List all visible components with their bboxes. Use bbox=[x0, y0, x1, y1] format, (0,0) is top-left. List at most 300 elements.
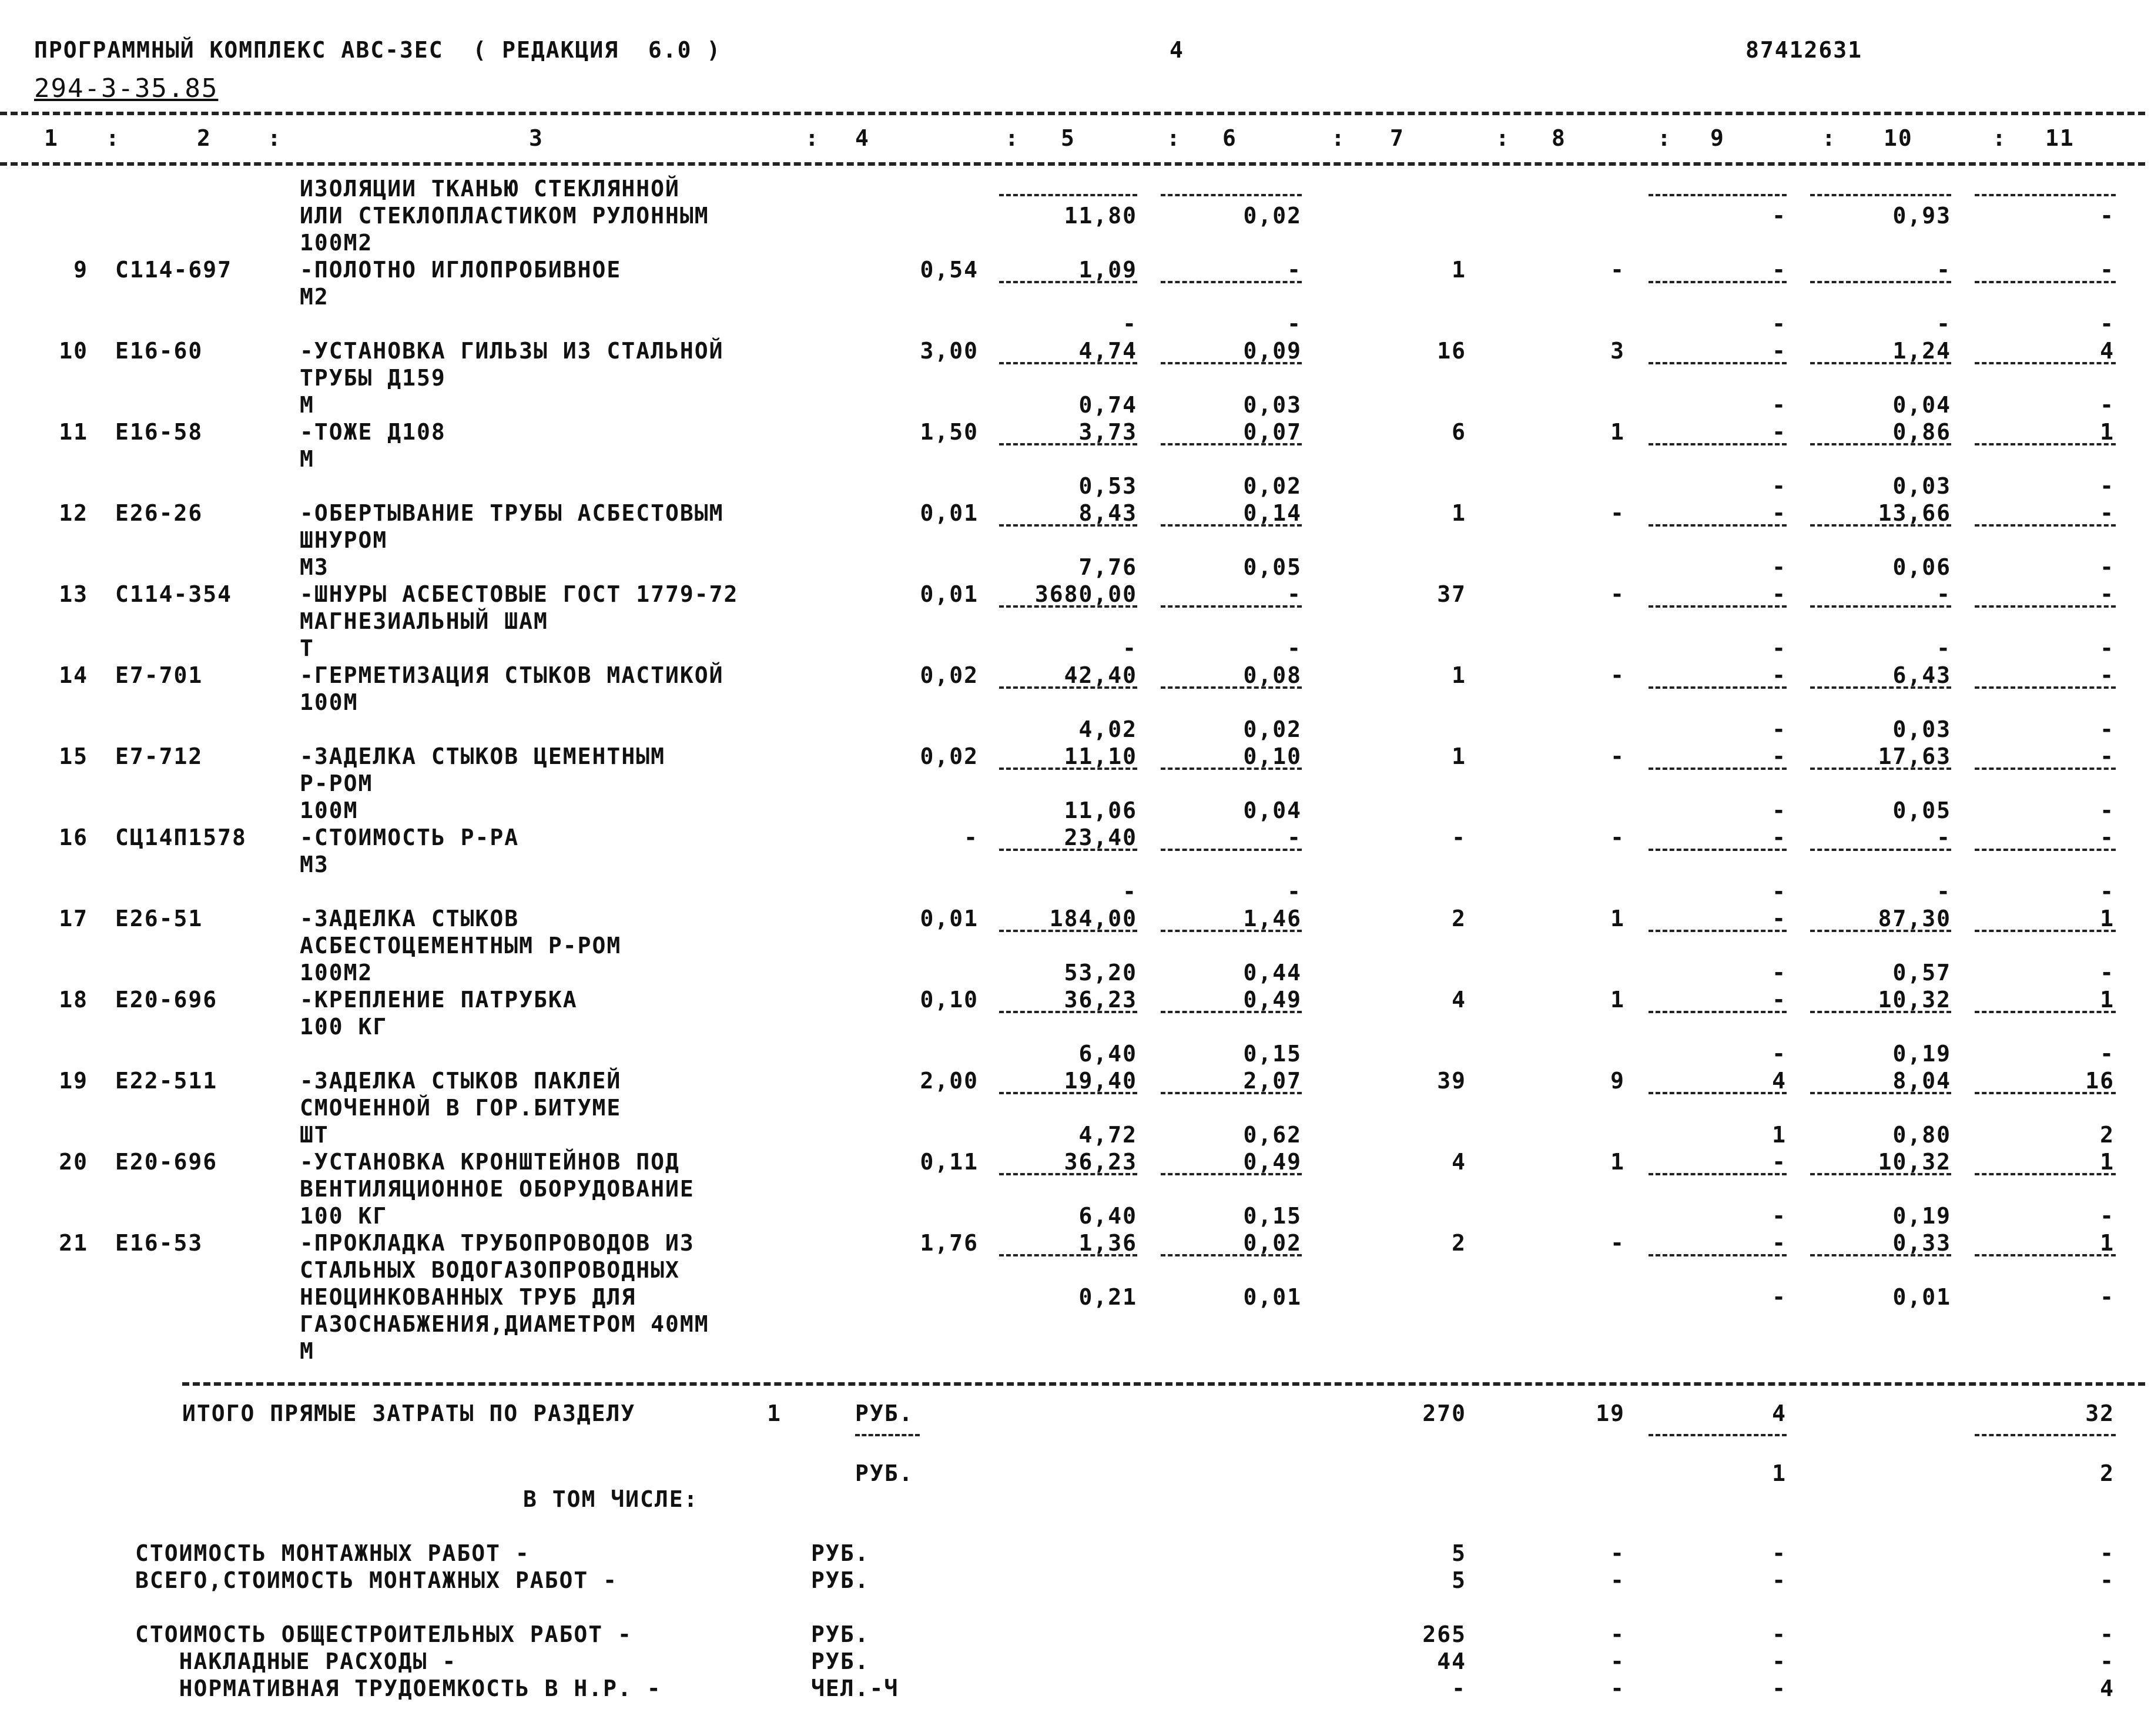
cell-c3: -ОБЕРТЫВАНИЕ ТРУБЫ АСБЕСТОВЫМ bbox=[300, 500, 724, 526]
cell-underline bbox=[1161, 768, 1302, 770]
cell-c3: МАГНЕЗИАЛЬНЫЙ ШАМ bbox=[300, 608, 548, 634]
cell-c1: 12 bbox=[59, 500, 88, 526]
cell-c11: - bbox=[2100, 716, 2115, 742]
summary-c9: - bbox=[1772, 1621, 1787, 1647]
cell-c5: 4,72 bbox=[1078, 1122, 1137, 1148]
cell-c3: АСБЕСТОЦЕМЕНТНЫМ Р-РОМ bbox=[300, 933, 622, 959]
summary-c11: - bbox=[2100, 1648, 2115, 1674]
cell-c3: М bbox=[300, 446, 314, 472]
cell-c6: 0,14 bbox=[1243, 500, 1302, 526]
cell-c10: - bbox=[1936, 257, 1951, 283]
cell-c8: 9 bbox=[1610, 1068, 1625, 1094]
cell-c3: ИЛИ СТЕКЛОПЛАСТИКОМ РУЛОННЫМ bbox=[300, 203, 709, 229]
cell-underline bbox=[999, 1254, 1137, 1256]
cell-c10: 0,57 bbox=[1892, 960, 1951, 986]
summary-c9: - bbox=[1772, 1540, 1787, 1566]
cell-underline bbox=[1810, 1092, 1951, 1094]
column-separator: : bbox=[1331, 125, 1346, 151]
column-number: 3 bbox=[529, 125, 544, 151]
cell-c3: -УСТАНОВКА КРОНШТЕЙНОВ ПОД bbox=[300, 1149, 680, 1175]
cell-underline bbox=[1975, 1254, 2116, 1256]
totals-underline bbox=[1649, 1434, 1787, 1436]
cell-underline bbox=[1810, 362, 1951, 364]
cell-c3: М3 bbox=[300, 852, 329, 877]
column-separator: : bbox=[106, 125, 120, 151]
cell-c1: 13 bbox=[59, 581, 88, 607]
cell-c3: ИЗОЛЯЦИИ ТКАНЬЮ СТЕКЛЯННОЙ bbox=[300, 176, 680, 202]
totals-unit: РУБ. bbox=[855, 1400, 914, 1426]
cell-underline bbox=[1810, 194, 1951, 196]
cell-c5: 0,74 bbox=[1078, 392, 1137, 418]
cell-c10: 1,24 bbox=[1892, 338, 1951, 364]
cell-c9: - bbox=[1772, 1041, 1787, 1067]
header-rule-bottom bbox=[0, 162, 2145, 166]
cell-c6: 0,03 bbox=[1243, 392, 1302, 418]
cell-underline bbox=[1810, 1011, 1951, 1013]
cell-c10: - bbox=[1936, 635, 1951, 661]
cell-c11: - bbox=[2100, 203, 2115, 229]
cell-c2: С114-697 bbox=[115, 257, 233, 283]
cell-underline bbox=[1161, 1254, 1302, 1256]
cell-c10: - bbox=[1936, 825, 1951, 850]
cell-c11: - bbox=[2100, 635, 2115, 661]
cell-c4: 3,00 bbox=[920, 338, 979, 364]
cell-c4: 0,02 bbox=[920, 662, 979, 688]
cell-c3: Р-РОМ bbox=[300, 770, 373, 796]
totals-c9: 4 bbox=[1772, 1400, 1787, 1426]
cell-c5: - bbox=[1123, 635, 1137, 661]
cell-underline bbox=[1975, 605, 2116, 608]
cell-underline bbox=[1649, 768, 1787, 770]
cell-c3: ШТ bbox=[300, 1122, 329, 1148]
cell-c6: 0,49 bbox=[1243, 1149, 1302, 1175]
document-code: 87412631 bbox=[1745, 37, 1863, 63]
cell-c11: - bbox=[2100, 1041, 2115, 1067]
cell-c10: - bbox=[1936, 581, 1951, 607]
cell-underline bbox=[1975, 1173, 2116, 1175]
cell-c4: 1,76 bbox=[920, 1230, 979, 1256]
cell-c5: 0,21 bbox=[1078, 1284, 1137, 1310]
cell-c3: -ТОЖЕ Д108 bbox=[300, 419, 446, 445]
summary-unit: РУБ. bbox=[811, 1621, 870, 1647]
cell-c5: 36,23 bbox=[1064, 1149, 1137, 1175]
cell-underline bbox=[1810, 768, 1951, 770]
cell-underline bbox=[1975, 768, 2116, 770]
cell-c3: 100М bbox=[300, 797, 358, 823]
cell-c3: ГАЗОСНАБЖЕНИЯ,ДИАМЕТРОМ 40ММ bbox=[300, 1311, 709, 1337]
header-rule-top bbox=[0, 112, 2145, 115]
summary-c9: - bbox=[1772, 1648, 1787, 1674]
totals-section: 1 bbox=[767, 1400, 782, 1426]
cell-c4: - bbox=[964, 825, 979, 850]
cell-c6: 2,07 bbox=[1243, 1068, 1302, 1094]
totals-rule bbox=[182, 1382, 2145, 1386]
cell-c6: 0,10 bbox=[1243, 743, 1302, 769]
cell-c3: 100М2 bbox=[300, 960, 373, 986]
cell-c3: -ГЕРМЕТИЗАЦИЯ СТЫКОВ МАСТИКОЙ bbox=[300, 662, 724, 688]
cell-underline bbox=[1810, 524, 1951, 527]
cell-c5: 53,20 bbox=[1064, 960, 1137, 986]
cell-underline bbox=[1810, 686, 1951, 689]
cell-underline bbox=[1161, 605, 1302, 608]
summary-unit: РУБ. bbox=[811, 1648, 870, 1674]
cell-c11: 2 bbox=[2100, 1122, 2115, 1148]
cell-c5: 19,40 bbox=[1064, 1068, 1137, 1094]
cell-c6: 0,07 bbox=[1243, 419, 1302, 445]
summary-label: СТОИМОСТЬ ОБЩЕСТРОИТЕЛЬНЫХ РАБОТ - bbox=[135, 1621, 632, 1647]
cell-underline bbox=[1649, 524, 1787, 527]
cell-c4: 0,02 bbox=[920, 743, 979, 769]
cell-underline bbox=[1975, 930, 2116, 932]
cell-c11: - bbox=[2100, 581, 2115, 607]
cell-underline bbox=[1161, 1011, 1302, 1013]
cell-underline bbox=[999, 930, 1137, 932]
cell-c1: 9 bbox=[73, 257, 88, 283]
cell-underline bbox=[1649, 686, 1787, 689]
cell-c3: -ЗАДЕЛКА СТЫКОВ bbox=[300, 906, 520, 931]
summary-label: СТОИМОСТЬ МОНТАЖНЫХ РАБОТ - bbox=[135, 1540, 530, 1566]
column-separator: : bbox=[1005, 125, 1020, 151]
cell-underline bbox=[1810, 930, 1951, 932]
column-separator: : bbox=[805, 125, 820, 151]
cell-c11: - bbox=[2100, 1203, 2115, 1229]
totals-unit-underline bbox=[855, 1434, 920, 1436]
cell-underline bbox=[1161, 1173, 1302, 1175]
cell-underline bbox=[1975, 194, 2116, 196]
cell-c7: 1 bbox=[1452, 500, 1466, 526]
cell-c6: 0,15 bbox=[1243, 1041, 1302, 1067]
cell-c9: - bbox=[1772, 554, 1787, 580]
cell-c3: -ЗАДЕЛКА СТЫКОВ ПАКЛЕЙ bbox=[300, 1068, 622, 1094]
cell-underline bbox=[1161, 524, 1302, 527]
cell-c5: 11,80 bbox=[1064, 203, 1137, 229]
cell-c3: М3 bbox=[300, 554, 329, 580]
cell-c3: -ЗАДЕЛКА СТЫКОВ ЦЕМЕНТНЫМ bbox=[300, 743, 665, 769]
cell-c9: - bbox=[1772, 1149, 1787, 1175]
cell-underline bbox=[1975, 281, 2116, 283]
cell-c3: М bbox=[300, 392, 314, 418]
cell-c9: - bbox=[1772, 257, 1787, 283]
cell-c10: 10,32 bbox=[1878, 987, 1951, 1013]
cell-underline bbox=[999, 524, 1137, 527]
cell-c10: 0,03 bbox=[1892, 473, 1951, 499]
cell-c4: 1,50 bbox=[920, 419, 979, 445]
cell-c11: - bbox=[2100, 473, 2115, 499]
cell-c6: 0,01 bbox=[1243, 1284, 1302, 1310]
cell-c4: 0,01 bbox=[920, 500, 979, 526]
cell-c4: 0,01 bbox=[920, 581, 979, 607]
cell-c10: - bbox=[1936, 879, 1951, 904]
cell-underline bbox=[1810, 849, 1951, 851]
summary-unit: РУБ. bbox=[811, 1540, 870, 1566]
cell-c6: 0,05 bbox=[1243, 554, 1302, 580]
summary-c8: - bbox=[1610, 1540, 1625, 1566]
cell-c3: М2 bbox=[300, 284, 329, 310]
cell-underline bbox=[1975, 524, 2116, 527]
program-title: ПРОГРАММНЫЙ КОМПЛЕКС АВС-ЗЕС ( РЕДАКЦИЯ 6.0 ) bbox=[34, 37, 722, 63]
cell-c9: - bbox=[1772, 1230, 1787, 1256]
cell-c9: - bbox=[1772, 338, 1787, 364]
cell-c10: 0,05 bbox=[1892, 797, 1951, 823]
column-number: 8 bbox=[1552, 125, 1566, 151]
cell-c9: - bbox=[1772, 581, 1787, 607]
cell-c5: - bbox=[1123, 879, 1137, 904]
page-number: 4 bbox=[1170, 37, 1184, 63]
column-number: 1 bbox=[44, 125, 59, 151]
cell-c6: 1,46 bbox=[1243, 906, 1302, 931]
cell-c11: - bbox=[2100, 554, 2115, 580]
totals-underline bbox=[1975, 1434, 2116, 1436]
summary-c7: 5 bbox=[1452, 1540, 1466, 1566]
cell-c10: 0,19 bbox=[1892, 1203, 1951, 1229]
cell-c10: 0,80 bbox=[1892, 1122, 1951, 1148]
cell-c10: 0,86 bbox=[1892, 419, 1951, 445]
cell-c9: - bbox=[1772, 419, 1787, 445]
cell-c1: 21 bbox=[59, 1230, 88, 1256]
cell-c9: - bbox=[1772, 392, 1787, 418]
cell-c6: - bbox=[1287, 635, 1302, 661]
cell-c9: - bbox=[1772, 825, 1787, 850]
cell-c4: 2,00 bbox=[920, 1068, 979, 1094]
cell-underline bbox=[1649, 1011, 1787, 1013]
cell-c7: 4 bbox=[1452, 987, 1466, 1013]
cell-c7: 1 bbox=[1452, 257, 1466, 283]
cell-c9: - bbox=[1772, 1284, 1787, 1310]
cell-underline bbox=[999, 686, 1137, 689]
cell-c8: - bbox=[1610, 743, 1625, 769]
cell-c5: 6,40 bbox=[1078, 1203, 1137, 1229]
cell-c11: - bbox=[2100, 960, 2115, 986]
cell-c5: 11,10 bbox=[1064, 743, 1137, 769]
cell-c9: - bbox=[1772, 1203, 1787, 1229]
summary-label: НОРМАТИВНАЯ ТРУДОЕМКОСТЬ В Н.Р. - bbox=[135, 1675, 662, 1701]
summary-c11: - bbox=[2100, 1621, 2115, 1647]
cell-c3: 100М2 bbox=[300, 230, 373, 256]
cell-c11: - bbox=[2100, 1284, 2115, 1310]
cell-c5: 6,40 bbox=[1078, 1041, 1137, 1067]
cell-c11: - bbox=[2100, 257, 2115, 283]
cell-c3: -ПОЛОТНО ИГЛОПРОБИВНОЕ bbox=[300, 257, 622, 283]
summary-c7: 5 bbox=[1452, 1567, 1466, 1593]
cell-c9: - bbox=[1772, 797, 1787, 823]
cell-c10: 17,63 bbox=[1878, 743, 1951, 769]
cell-c3: -ШНУРЫ АСБЕСТОВЫЕ ГОСТ 1779-72 bbox=[300, 581, 739, 607]
cell-c10: 0,04 bbox=[1892, 392, 1951, 418]
summary-c11: 4 bbox=[2100, 1675, 2115, 1701]
cell-c3: -КРЕПЛЕНИЕ ПАТРУБКА bbox=[300, 987, 578, 1013]
cell-underline bbox=[1649, 443, 1787, 445]
cell-c5: 11,06 bbox=[1064, 797, 1137, 823]
cell-c7: 4 bbox=[1452, 1149, 1466, 1175]
cell-c10: 0,03 bbox=[1892, 716, 1951, 742]
cell-c4: 0,54 bbox=[920, 257, 979, 283]
cell-c3: СМОЧЕННОЙ В ГОР.БИТУМЕ bbox=[300, 1095, 622, 1121]
cell-c2: Е20-696 bbox=[115, 987, 218, 1013]
cell-c7: 2 bbox=[1452, 1230, 1466, 1256]
cell-c9: - bbox=[1772, 635, 1787, 661]
cell-c8: - bbox=[1610, 500, 1625, 526]
cell-c1: 11 bbox=[59, 419, 88, 445]
cell-c5: 8,43 bbox=[1078, 500, 1137, 526]
cell-c11: 1 bbox=[2100, 1149, 2115, 1175]
cell-c8: - bbox=[1610, 1230, 1625, 1256]
cell-c2: Е26-26 bbox=[115, 500, 203, 526]
cell-c1: 17 bbox=[59, 906, 88, 931]
cell-c6: 0,04 bbox=[1243, 797, 1302, 823]
cell-c5: 1,36 bbox=[1078, 1230, 1137, 1256]
cell-c9: - bbox=[1772, 203, 1787, 229]
cell-c3: 100М bbox=[300, 689, 358, 715]
cell-c7: 16 bbox=[1437, 338, 1466, 364]
cell-c11: - bbox=[2100, 311, 2115, 337]
cell-c2: Е16-53 bbox=[115, 1230, 203, 1256]
cell-c3: СТАЛЬНЫХ ВОДОГАЗОПРОВОДНЫХ bbox=[300, 1257, 680, 1283]
cell-underline bbox=[999, 362, 1137, 364]
cell-c9: - bbox=[1772, 960, 1787, 986]
cell-underline bbox=[1161, 1092, 1302, 1094]
cell-c4: 0,11 bbox=[920, 1149, 979, 1175]
cell-c3: -УСТАНОВКА ГИЛЬЗЫ ИЗ СТАЛЬНОЙ bbox=[300, 338, 724, 364]
column-number: 2 bbox=[197, 125, 212, 151]
cell-c9: - bbox=[1772, 473, 1787, 499]
cell-c2: Е22-511 bbox=[115, 1068, 218, 1094]
cell-c10: 13,66 bbox=[1878, 500, 1951, 526]
cell-c9: - bbox=[1772, 716, 1787, 742]
column-number: 7 bbox=[1390, 125, 1405, 151]
cell-c4: 0,10 bbox=[920, 987, 979, 1013]
summary-c8: - bbox=[1610, 1675, 1625, 1701]
cell-c7: 2 bbox=[1452, 906, 1466, 931]
cell-underline bbox=[1649, 281, 1787, 283]
column-separator: : bbox=[1992, 125, 2007, 151]
cell-c9: - bbox=[1772, 311, 1787, 337]
cell-c9: 4 bbox=[1772, 1068, 1787, 1094]
cell-c3: ТРУБЫ Д159 bbox=[300, 365, 446, 391]
cell-c3: 100 КГ bbox=[300, 1014, 388, 1040]
cell-c3: 100 КГ bbox=[300, 1203, 388, 1229]
cell-c6: 0,44 bbox=[1243, 960, 1302, 986]
cell-underline bbox=[1649, 930, 1787, 932]
cell-c1: 16 bbox=[59, 825, 88, 850]
cell-c5: 7,76 bbox=[1078, 554, 1137, 580]
cell-c8: 3 bbox=[1610, 338, 1625, 364]
cell-underline bbox=[1161, 194, 1302, 196]
summary-label: НАКЛАДНЫЕ РАСХОДЫ - bbox=[135, 1648, 457, 1674]
cell-c8: 1 bbox=[1610, 419, 1625, 445]
cell-underline bbox=[1161, 930, 1302, 932]
totals-c11: 32 bbox=[2085, 1400, 2115, 1426]
cell-c11: 1 bbox=[2100, 419, 2115, 445]
cell-c7: 1 bbox=[1452, 743, 1466, 769]
cell-underline bbox=[1810, 1254, 1951, 1256]
cell-c3: -ПРОКЛАДКА ТРУБОПРОВОДОВ ИЗ bbox=[300, 1230, 695, 1256]
cell-c8: - bbox=[1610, 825, 1625, 850]
cell-c2: С114-354 bbox=[115, 581, 233, 607]
cell-c8: - bbox=[1610, 257, 1625, 283]
column-number: 11 bbox=[2045, 125, 2075, 151]
cell-c2: Е7-712 bbox=[115, 743, 203, 769]
cell-c7: 37 bbox=[1437, 581, 1466, 607]
cell-c10: 10,32 bbox=[1878, 1149, 1951, 1175]
cell-c6: 0,08 bbox=[1243, 662, 1302, 688]
cell-c10: 0,19 bbox=[1892, 1041, 1951, 1067]
cell-c6: - bbox=[1287, 257, 1302, 283]
cell-c1: 18 bbox=[59, 987, 88, 1013]
cell-underline bbox=[1975, 1011, 2116, 1013]
summary-c7: 44 bbox=[1437, 1648, 1466, 1674]
cell-underline bbox=[999, 281, 1137, 283]
cell-c3: -СТОИМОСТЬ Р-РА bbox=[300, 825, 520, 850]
cell-c2: Е20-696 bbox=[115, 1149, 218, 1175]
cell-c7: - bbox=[1452, 825, 1466, 850]
cell-underline bbox=[1649, 849, 1787, 851]
totals-c7: 270 bbox=[1422, 1400, 1466, 1426]
column-number: 9 bbox=[1710, 125, 1725, 151]
cell-c11: - bbox=[2100, 500, 2115, 526]
cell-c10: 8,04 bbox=[1892, 1068, 1951, 1094]
cell-underline bbox=[1649, 605, 1787, 608]
cell-c11: - bbox=[2100, 879, 2115, 904]
summary-c7: 265 bbox=[1422, 1621, 1466, 1647]
cell-underline bbox=[1161, 686, 1302, 689]
summary-label: ВСЕГО,СТОИМОСТЬ МОНТАЖНЫХ РАБОТ - bbox=[135, 1567, 618, 1593]
cell-underline bbox=[1975, 1092, 2116, 1094]
summary-c11: - bbox=[2100, 1540, 2115, 1566]
totals-c11: 2 bbox=[2100, 1460, 2115, 1486]
cell-underline bbox=[999, 1092, 1137, 1094]
cell-c6: - bbox=[1287, 581, 1302, 607]
summary-unit: РУБ. bbox=[811, 1567, 870, 1593]
column-number: 10 bbox=[1884, 125, 1913, 151]
cell-c8: 1 bbox=[1610, 987, 1625, 1013]
cell-underline bbox=[999, 194, 1137, 196]
cell-c6: 0,49 bbox=[1243, 987, 1302, 1013]
cell-c5: 3,73 bbox=[1078, 419, 1137, 445]
cell-underline bbox=[1975, 849, 2116, 851]
cell-c11: - bbox=[2100, 392, 2115, 418]
summary-c9: - bbox=[1772, 1567, 1787, 1593]
cell-underline bbox=[1161, 849, 1302, 851]
cell-c1: 15 bbox=[59, 743, 88, 769]
cell-c6: - bbox=[1287, 311, 1302, 337]
cell-c6: 0,62 bbox=[1243, 1122, 1302, 1148]
cell-c11: 1 bbox=[2100, 1230, 2115, 1256]
cell-underline bbox=[1649, 362, 1787, 364]
cell-c5: 1,09 bbox=[1078, 257, 1137, 283]
cell-underline bbox=[999, 849, 1137, 851]
cell-c10: 0,01 bbox=[1892, 1284, 1951, 1310]
cell-c2: Е7-701 bbox=[115, 662, 203, 688]
cell-c5: 4,74 bbox=[1078, 338, 1137, 364]
cell-c9: - bbox=[1772, 662, 1787, 688]
cell-c3: НЕОЦИНКОВАННЫХ ТРУБ ДЛЯ bbox=[300, 1284, 636, 1310]
cell-c5: 184,00 bbox=[1049, 906, 1137, 931]
cell-c8: 1 bbox=[1610, 1149, 1625, 1175]
cell-c9: - bbox=[1772, 879, 1787, 904]
column-separator: : bbox=[1657, 125, 1672, 151]
cell-c1: 14 bbox=[59, 662, 88, 688]
cell-c9: - bbox=[1772, 743, 1787, 769]
cell-c2: Е16-60 bbox=[115, 338, 203, 364]
cell-c4: 0,01 bbox=[920, 906, 979, 931]
cell-underline bbox=[1161, 362, 1302, 364]
cell-underline bbox=[1649, 194, 1787, 196]
cell-c6: 0,09 bbox=[1243, 338, 1302, 364]
cell-underline bbox=[1810, 605, 1951, 608]
cell-c10: 0,93 bbox=[1892, 203, 1951, 229]
cell-underline bbox=[1649, 1092, 1787, 1094]
cell-c11: 1 bbox=[2100, 987, 2115, 1013]
